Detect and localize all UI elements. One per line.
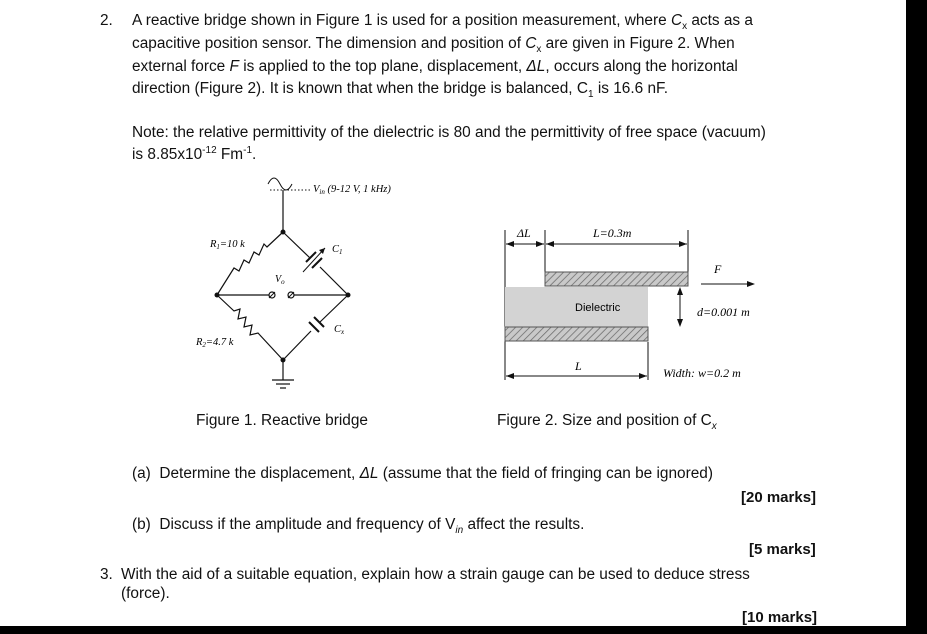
question-3-number: 3. (100, 566, 113, 583)
r2-resistor (217, 295, 283, 360)
figure-2-capacitor-diagram (495, 220, 775, 395)
part-a-marks: [20 marks] (741, 489, 817, 506)
r1-label: R1=10 k (210, 239, 245, 251)
force-arrow-icon (747, 281, 755, 287)
r2-label: R2=4.7 k (196, 337, 234, 349)
question-3-marks: [10 marks] (742, 609, 818, 626)
bottom-plate (505, 327, 648, 341)
dielectric-label: Dielectric (575, 302, 621, 314)
question-2-number: 2. (100, 12, 113, 29)
part-b-text: (b) Discuss if the amplitude and frequency of $V_{in}$ affect the results. (132, 516, 585, 537)
q3-line-1: With the aid of a suitable equation, explain how a strain gauge can be used to deduce stress (121, 566, 750, 583)
q2-line-3: external force F is applied to the top plane, displacement, ΔL, occurs along the horizontal (132, 58, 738, 75)
note-line-2: is $8.85x10^{-12}$ $Fm^{-1}$. (132, 144, 257, 163)
ac-source-icon (268, 178, 292, 190)
part-b-marks: [5 marks] (749, 541, 816, 558)
force-label: F (714, 262, 722, 276)
vo-label: $V_o$ (275, 274, 285, 286)
delta-l-label: ΔL (517, 226, 531, 240)
q2-line-2: capacitive position sensor. The dimension and position of $C_x$ are given in Figure 2. When (132, 35, 735, 56)
note-line-1: Note: the relative permittivity of the dielectric is 80 and the permittivity of free space (vacuum) (132, 124, 766, 141)
figure-1-bridge-diagram (190, 170, 410, 395)
c1-label: C1 (332, 244, 343, 256)
gap-label: d=0.001 m (697, 305, 750, 319)
part-a-text: (a) Determine the displacement, ΔL (assume that the field of fringing can be ignored) (132, 465, 713, 482)
figure-2-caption: Figure 2. Size and position of $C_x$ (497, 412, 717, 433)
width-label: Width: w=0.2 m (663, 366, 741, 380)
q3-line-2: (force). (121, 585, 170, 602)
l-label: L (575, 359, 582, 373)
figure-1-caption: Figure 1. Reactive bridge (196, 412, 368, 429)
length-label: L=0.3m (593, 226, 632, 240)
vin-label: Vin (9-12 V, 1 kHz) (313, 184, 391, 196)
q2-line-1: A reactive bridge shown in Figure 1 is used for a position measurement, where $C_x$ acts as a (132, 12, 753, 33)
top-plate (545, 272, 688, 286)
cx-label: Cx (334, 324, 345, 336)
q2-line-4: direction (Figure 2). It is known that when the bridge is balanced, $C_1$ is 16.6 nF. (132, 80, 668, 101)
